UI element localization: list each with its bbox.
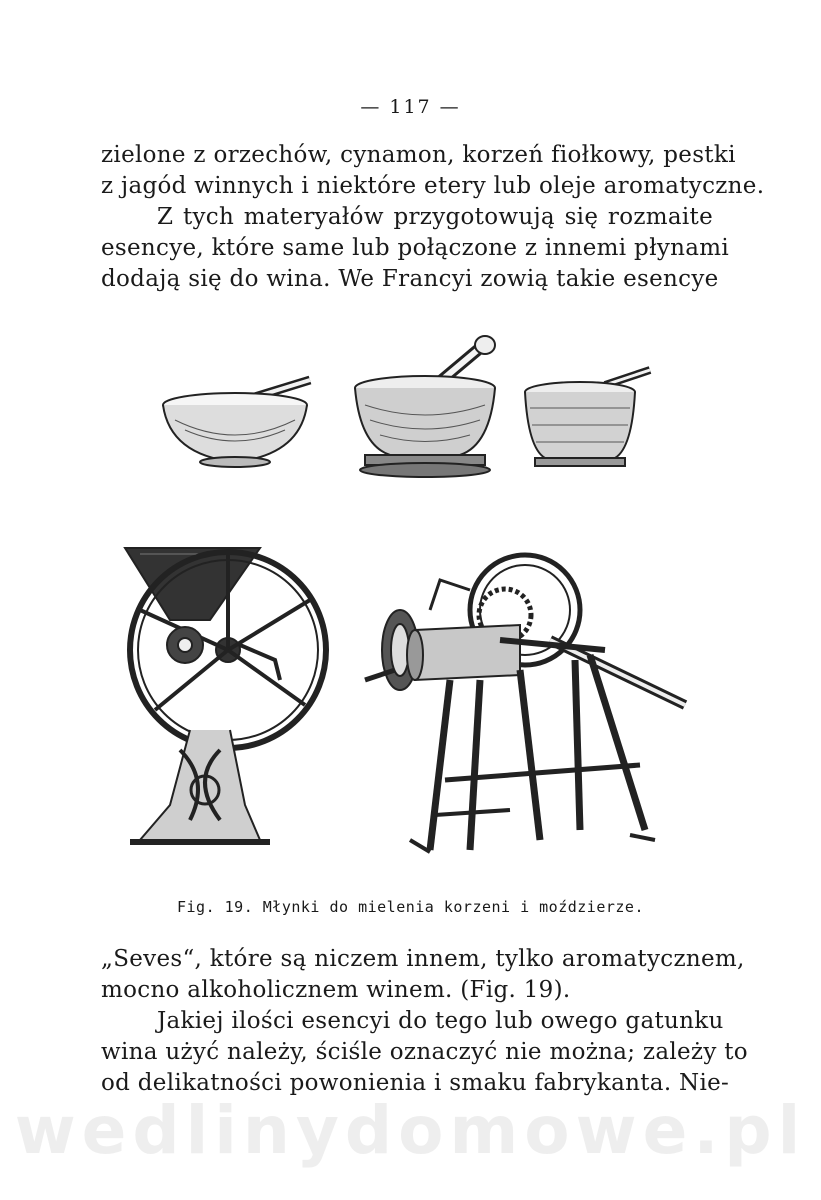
text-line: mocno alkoholicznem winem. (Fig. 19). — [101, 977, 571, 1003]
page-number: — 117 — — [360, 96, 461, 118]
mortar-small — [525, 370, 650, 466]
paragraph-bottom — [101, 944, 748, 1099]
spice-mills-illustration — [110, 540, 710, 870]
watermark: wedlinydomowe.pl — [14, 1092, 807, 1169]
spice-mill-crank — [365, 555, 685, 852]
spice-mill-wheel — [125, 548, 326, 842]
text-line: wina użyć należy, ściśle oznaczyć nie można; zależy to — [101, 1039, 748, 1065]
text-line: Jakiej ilości esencyi do tego lub owego gatunku — [157, 1008, 724, 1034]
paragraph-top — [101, 140, 765, 295]
text-line: zielone z orzechów, cynamon, korzeń fiołkowy, pestki — [101, 142, 736, 168]
text-line: dodają się do wina. We Francyi zowią takie esencye — [101, 266, 719, 292]
mortar-footed — [355, 336, 495, 477]
text-line: esencye, które same lub połączone z innemi płynami — [101, 235, 730, 261]
mortars-illustration — [150, 330, 670, 490]
mortar-shallow — [163, 380, 310, 467]
figure-caption: Fig. 19. Młynki do mielenia korzeni i moździerze. — [176, 898, 644, 916]
text-line: Z tych materyałów przygotowują się rozmaite — [157, 204, 713, 230]
text-line: z jagód winnych i niektóre etery lub oleje aromatyczne. — [101, 173, 765, 199]
text-line: od delikatności powonienia i smaku fabrykanta. Nie- — [101, 1070, 730, 1096]
text-line: „Seves“, które są niczem innem, tylko aromatycznem, — [101, 946, 745, 972]
